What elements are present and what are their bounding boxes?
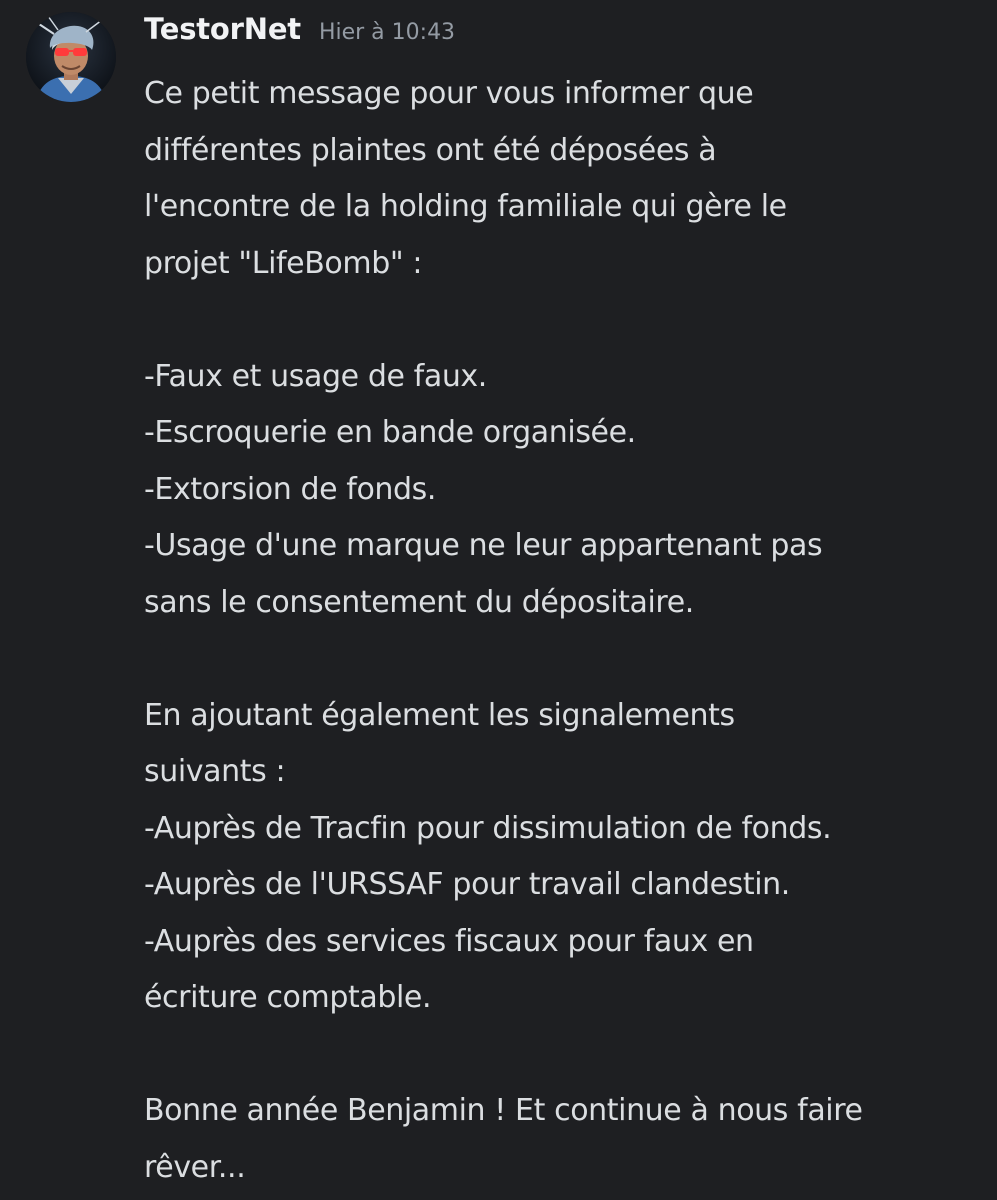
- message-line: Bonne année Benjamin ! Et continue à nous faire: [144, 1093, 863, 1128]
- message-line: -Escroquerie en bande organisée.: [144, 415, 636, 450]
- message-line: Ce petit message pour vous informer que: [144, 76, 754, 111]
- message-line: En ajoutant également les signalements: [144, 697, 735, 733]
- message-line: [144, 292, 977, 349]
- message-line: -Usage d'une marque ne leur appartenant pas: [144, 528, 823, 563]
- message-line: -Faux et usage de faux.: [144, 358, 487, 394]
- message-line: rêver...: [144, 1149, 246, 1185]
- message-line: [144, 1027, 977, 1084]
- avatar-cyber-character-icon: [26, 12, 116, 102]
- user-avatar[interactable]: [26, 12, 116, 102]
- message-line: -Auprès de Tracfin pour dissimulation de fonds.: [144, 810, 832, 846]
- message-line: sans le consentement du dépositaire.: [144, 584, 694, 620]
- message-content: [144, 12, 977, 1200]
- message-line: suivants :: [144, 754, 286, 789]
- message-line: -Auprès des services fiscaux pour faux en: [144, 923, 754, 959]
- message-line: [144, 631, 977, 688]
- message-line: différentes plaintes ont été déposées à: [144, 132, 717, 168]
- message-line: projet "LifeBomb" :: [144, 245, 423, 281]
- timestamp[interactable]: Hier à 10:43: [318, 20, 456, 45]
- message-line: écriture comptable.: [144, 980, 432, 1015]
- message-line: l'encontre de la holding familiale qui gère le: [144, 189, 787, 224]
- message-body: [144, 66, 977, 1196]
- message-line: -Extorsion de fonds.: [144, 471, 437, 507]
- message-header: [144, 12, 977, 68]
- message-line: -Auprès de l'URSSAF pour travail clandestin.: [144, 867, 790, 902]
- username[interactable]: TestorNet: [144, 12, 301, 46]
